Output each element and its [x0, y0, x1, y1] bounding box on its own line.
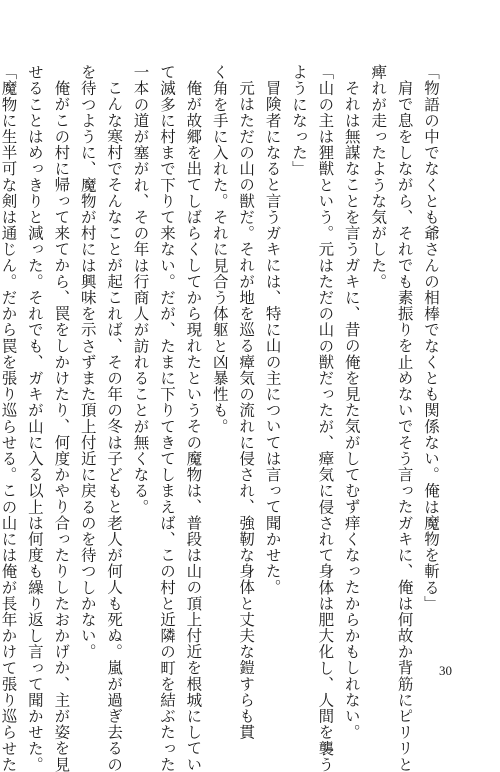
- text-line-17: せることはめっきりと減った。それでも、ガキが山に入る以上は何度も繰り返し言って聞かせた。: [25, 64, 44, 772]
- text-line-7: ようになった」: [289, 64, 308, 177]
- text-line-15: を待つように、魔物が村には興味を示さずまた頂上付近に戻るのを待つしかない。: [78, 64, 97, 660]
- text-line-12: て滅多に村まで下りて来ない。だが、たまに下りてきてしまえば、この村と近隣の町を結ぶたった: [157, 64, 176, 772]
- page-number: 30: [439, 663, 452, 678]
- text-line-2: 肩で息をしながら、それでも素振りを止めないでそう言ったガキに、俺は何故か背筋にピリリと: [395, 79, 414, 772]
- text-line-4: それは無謀なことを言うガキに、昔の俺を見た気がしてむず痒くなったからかもしれない。: [342, 79, 361, 740]
- text-line-3: 痺れが走ったような気がした。: [369, 64, 388, 290]
- text-line-14: こんな寒村でそんなことが起これば、その年の冬は子どもと老人が何人も死ぬ。嵐が過ぎ去るの: [105, 79, 124, 772]
- text-line-9: 元はただの山の獣だ。それが地を巡る瘴気の流れに侵され、強靭な身体と丈夫な鎧すらも貫: [237, 79, 256, 740]
- text-line-13: 一本の道が塞がれ、その年は行商人が訪れることが無くなる。: [131, 64, 150, 515]
- text-line-8: 冒険者になると言うガキには、特に山の主については言って聞かせた。: [263, 79, 282, 595]
- text-line-18: 「魔物に生半可な剣は通じん。だから罠を張り巡らせる。この山には俺が長年かけて張り巡らせた: [0, 64, 18, 772]
- text-line-11: 俺が故郷を出てしばらくしてから現れたというその魔物は、普段は山の頂上付近を根城にしてい: [184, 79, 203, 772]
- text-line-6: 「山の主は狸獣という。元はただの山の獣だったが、瘴気に侵されて身体は肥大化し、人間を襲う: [316, 64, 335, 772]
- text-line-10: く角を手に入れた。それに見合う体躯と凶暴性も。: [210, 64, 229, 435]
- text-line-16: 俺がこの村に帰って来てから、罠をしかけたり、何度かやり合ったりしたおかげか、主が姿を見: [52, 79, 71, 772]
- text-line-1: 「物語の中でなくとも爺さんの相棒でなくとも関係ない。俺は魔物を斬る」: [422, 64, 440, 612]
- body-text: [0, 64, 444, 772]
